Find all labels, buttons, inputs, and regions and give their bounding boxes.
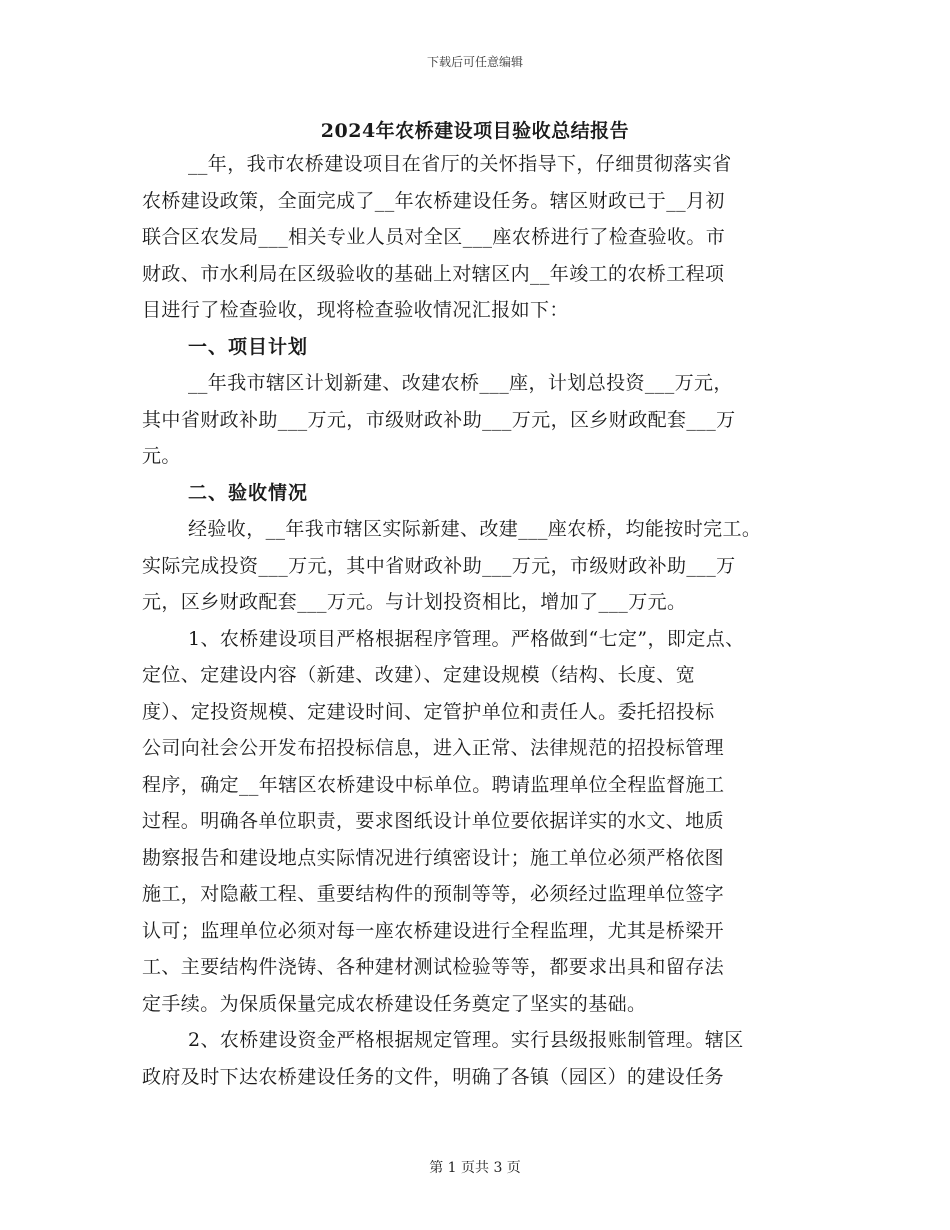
paragraph-line: 认可；监理单位必须对每一座农桥建设进行全程监理，尤其是桥梁开 bbox=[142, 919, 725, 942]
paragraph-line: 元。 bbox=[142, 445, 181, 467]
section-heading: 一、项目计划 bbox=[188, 335, 309, 358]
paragraph-line: __年我市辖区计划新建、改建农桥___座，计划总投资___万元， bbox=[188, 372, 733, 394]
document-body bbox=[142, 146, 822, 1095]
paragraph-line: 定手续。为保质保量完成农桥建设任务奠定了坚实的基础。 bbox=[142, 992, 647, 1015]
paragraph-line: 定位、定建设内容（新建、改建）、定建设规模（结构、长度、宽 bbox=[142, 664, 696, 686]
paragraph-line: 政府及时下达农桥建设任务的文件，明确了各镇（园区）的建设任务 bbox=[142, 1065, 725, 1088]
paragraph-line: 公司向社会公开发布招投标信息，进入正常、法律规范的招投标管理 bbox=[142, 737, 725, 759]
paragraph-line: 程序，确定__年辖区农桥建设中标单位。聘请监理单位全程监督施工 bbox=[142, 773, 725, 796]
paragraph-line: 经验收，__年我市辖区实际新建、改建___座农桥，均能按时完工。 bbox=[188, 518, 762, 540]
page-footer: 第 1 页共 3 页 bbox=[429, 1160, 521, 1176]
paragraph-line: 过程。明确各单位职责，要求图纸设计单位要依据详实的水文、地质 bbox=[142, 810, 725, 832]
paragraph-line: 1、农桥建设项目严格根据程序管理。严格做到“七定”，即定点、 bbox=[188, 627, 745, 650]
paragraph-line: 勘察报告和建设地点实际情况进行缜密设计；施工单位必须严格依图 bbox=[142, 846, 725, 869]
section-heading: 二、验收情况 bbox=[188, 481, 309, 504]
paragraph-line: __年，我市农桥建设项目在省厅的关怀指导下，仔细贯彻落实省 bbox=[188, 153, 732, 175]
paragraph-line: 其中省财政补助___万元，市级财政补助___万元，区乡财政配套___万 bbox=[142, 408, 736, 431]
paragraph-line: 财政、市水利局在区级验收的基础上对辖区内__年竣工的农桥工程项 bbox=[142, 262, 725, 285]
paragraph-line: 2、农桥建设资金严格根据规定管理。实行县级报账制管理。辖区 bbox=[188, 1029, 744, 1051]
paragraph-line: 度）、定投资规模、定建设时间、定管护单位和责任人。委托招投标 bbox=[142, 700, 715, 723]
document-title: 2024年农桥建设项目验收总结报告 bbox=[320, 120, 630, 142]
paragraph-line: 联合区农发局___相关专业人员对全区___座农桥进行了检查验收。市 bbox=[142, 226, 726, 248]
paragraph-line: 施工，对隐蔽工程、重要结构件的预制等等，必须经过监理单位签字 bbox=[142, 883, 725, 905]
paragraph-line: 农桥建设政策，全面完成了__年农桥建设任务。辖区财政已于__月初 bbox=[142, 189, 725, 212]
paragraph-line: 元，区乡财政配套___万元。与计划投资相比，增加了___万元。 bbox=[142, 591, 687, 613]
paragraph-line: 工、主要结构件浇铸、各种建材测试检验等等，都要求出具和留存法 bbox=[142, 956, 725, 978]
paragraph-line: 实际完成投资___万元，其中省财政补助___万元，市级财政补助___万 bbox=[142, 554, 736, 577]
paragraph-line: 目进行了检查验收，现将检查验收情况汇报如下： bbox=[142, 299, 569, 321]
header-note: 下载后可任意编辑 bbox=[426, 55, 523, 69]
